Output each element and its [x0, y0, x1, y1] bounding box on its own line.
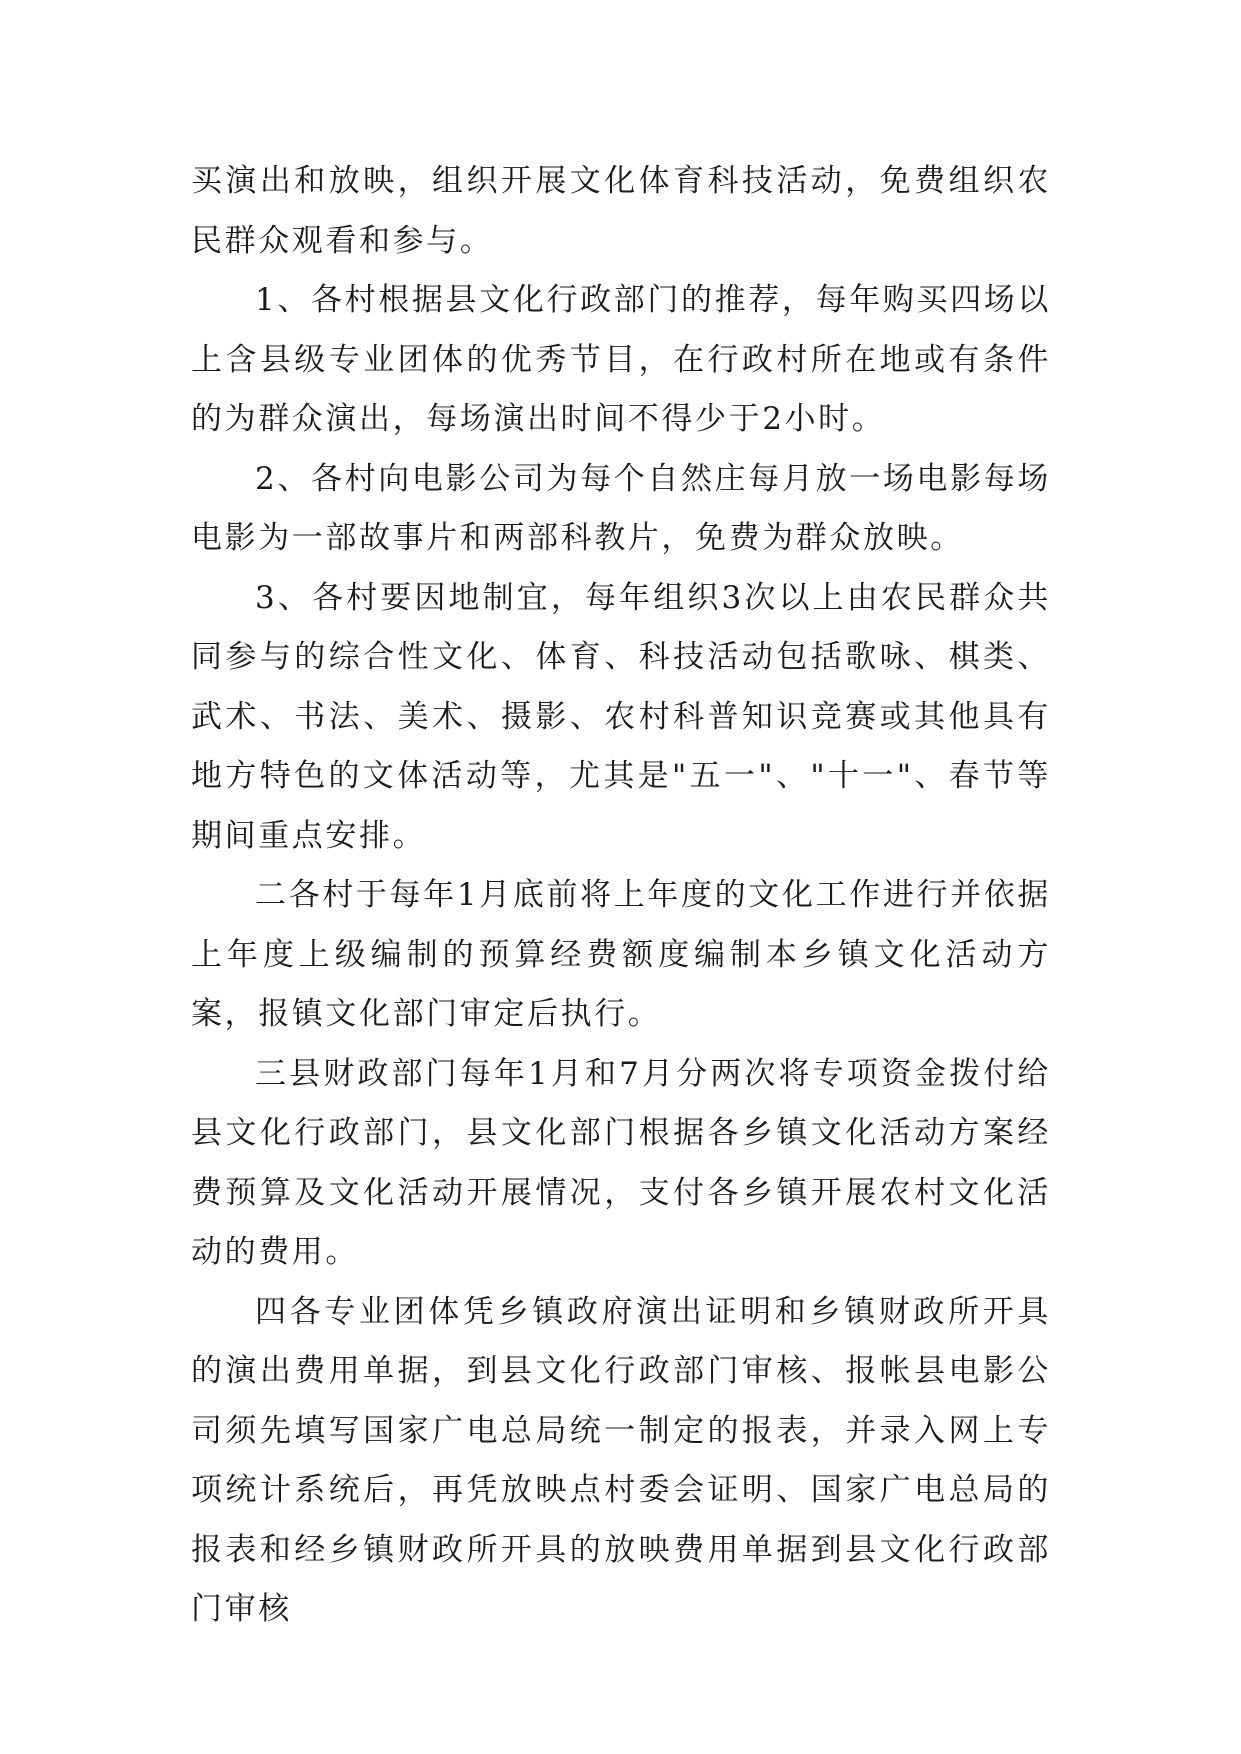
paragraph: 2、各村向电影公司为每个自然庄每月放一场电影每场电影为一部故事片和两部科教片，免费为群众放映。 [191, 460, 1051, 556]
paragraph: 3、各村要因地制宜，每年组织3次以上由农民群众共同参与的综合性文化、体育、科技活动包括歌咏、棋类、武术、书法、美术、摄影、农村科普知识竞赛或其他具有地方特色的文体活动等，尤其是"五一"、"十一"、春节等期间重点安排。 [191, 579, 1051, 854]
paragraph: 四各专业团体凭乡镇政府演出证明和乡镇财政所开具的演出费用单据，到县文化行政部门审核、报帐县电影公司须先填写国家广电总局统一制定的报表，并录入网上专项统计系统后，再凭放映点村委会证明、国家广电总局的报表和经乡镇财政所开具的放映费用单据到县文化行政部门审核 [191, 1293, 1051, 1627]
document-body [191, 152, 1051, 1640]
paragraph: 1、各村根据县文化行政部门的推荐，每年购买四场以上含县级专业团体的优秀节目，在行政村所在地或有条件的为群众演出，每场演出时间不得少于2小时。 [191, 282, 1051, 437]
paragraph: 三县财政部门每年1月和7月分两次将专项资金拨付给县文化行政部门，县文化部门根据各乡镇文化活动方案经费预算及文化活动开展情况，支付各乡镇开展农村文化活动的费用。 [191, 1055, 1051, 1270]
paragraph: 二各村于每年1月底前将上年度的文化工作进行并依据上年度上级编制的预算经费额度编制本乡镇文化活动方案，报镇文化部门审定后执行。 [191, 877, 1051, 1032]
paragraph: 买演出和放映，组织开展文化体育科技活动，免费组织农民群众观看和参与。 [191, 163, 1051, 259]
